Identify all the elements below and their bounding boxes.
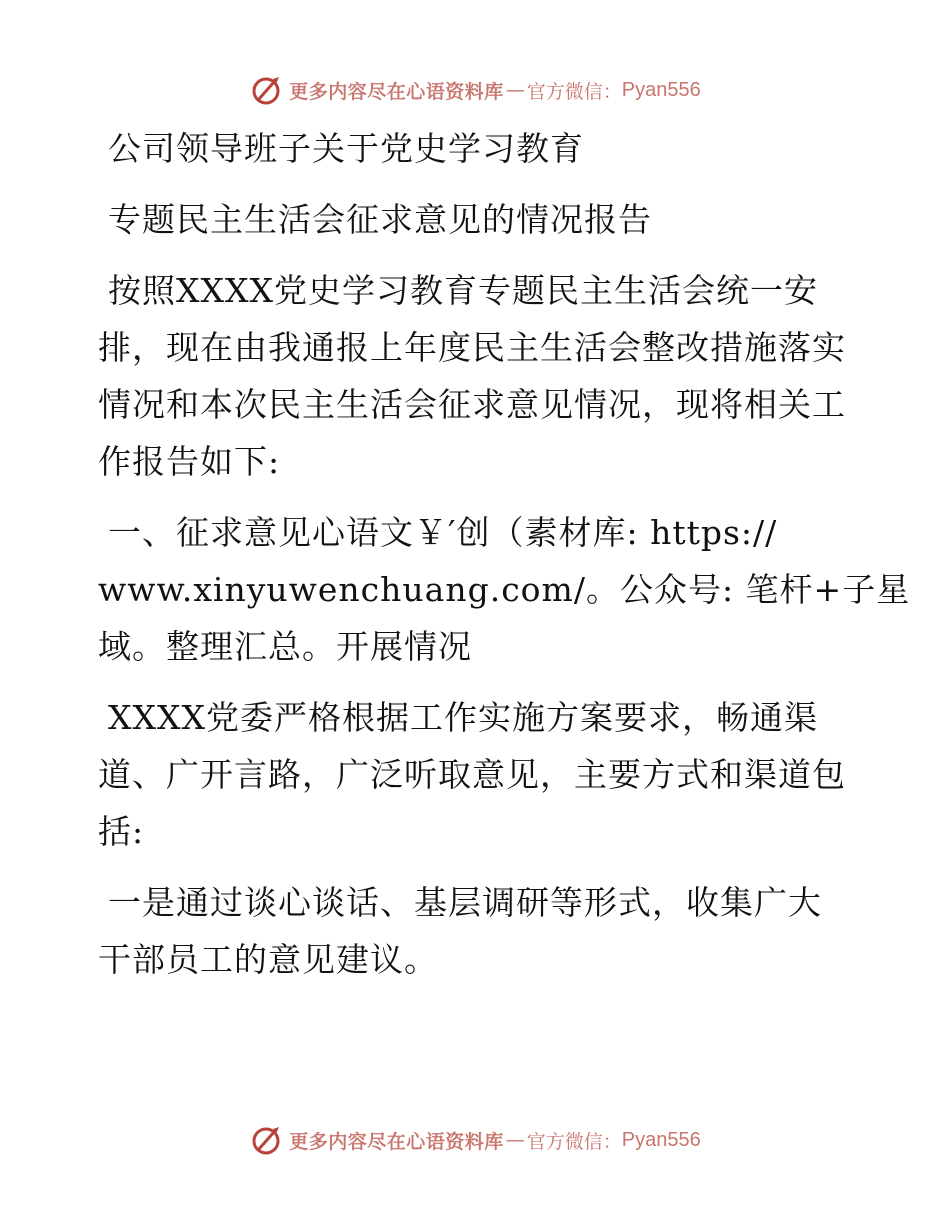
document-title-line-1: 公司领导班子关于党史学习教育	[108, 129, 584, 168]
brush-logo-icon	[249, 73, 283, 107]
watermark-wechat-label: 官方微信：	[526, 80, 622, 103]
paragraph-line: 道、广开言路，广泛听取意见，主要方式和渠道包	[98, 755, 846, 794]
paragraph-line: XXXX党委严格根据工作实施方案要求，畅通渠	[108, 698, 818, 737]
paragraph-line: 干部员工的意见建议。	[98, 940, 438, 979]
watermark-separator: —	[505, 1129, 525, 1151]
paragraph-line: 排，现在由我通报上年度民主生活会整改措施落实	[98, 328, 846, 367]
watermark-separator: —	[505, 79, 525, 101]
paragraph-channels	[98, 689, 858, 860]
header-watermark-banner	[0, 70, 950, 110]
watermark-wechat-id: Pyan556	[621, 78, 701, 101]
paragraph-line: 情况和本次民主生活会征求意见情况，现将相关工	[98, 385, 846, 424]
paragraph-section-one	[98, 504, 911, 675]
paragraph-line: 按照XXXX党史学习教育专题民主生活会统一安	[108, 271, 818, 310]
paragraph-line: 作报告如下:	[98, 442, 281, 481]
paragraph-line: 一、征求意见心语文￥′创（素材库: https://	[108, 513, 778, 552]
paragraph-line: 一是通过谈心谈话、基层调研等形式，收集广大	[108, 883, 822, 922]
watermark-wechat-label: 官方微信：	[526, 1130, 622, 1153]
paragraph-line: 括:	[98, 812, 145, 851]
footer-watermark-banner	[0, 1120, 950, 1160]
document-title-line-2: 专题民主生活会征求意见的情况报告	[108, 200, 652, 239]
paragraph-method-one	[98, 874, 858, 988]
paragraph-intro	[98, 262, 858, 490]
paragraph-line: 域。整理汇总。开展情况	[98, 627, 472, 666]
brush-logo-icon	[249, 1123, 283, 1157]
watermark-wechat-id: Pyan556	[621, 1128, 701, 1151]
paragraph-line: www.xinyuwenchuang.com/。公众号: 笔杆+子星	[98, 570, 911, 609]
watermark-brand-text: 更多内容尽在心语资料库	[289, 1130, 504, 1153]
document-body	[98, 120, 911, 988]
watermark-brand-text: 更多内容尽在心语资料库	[289, 80, 504, 103]
